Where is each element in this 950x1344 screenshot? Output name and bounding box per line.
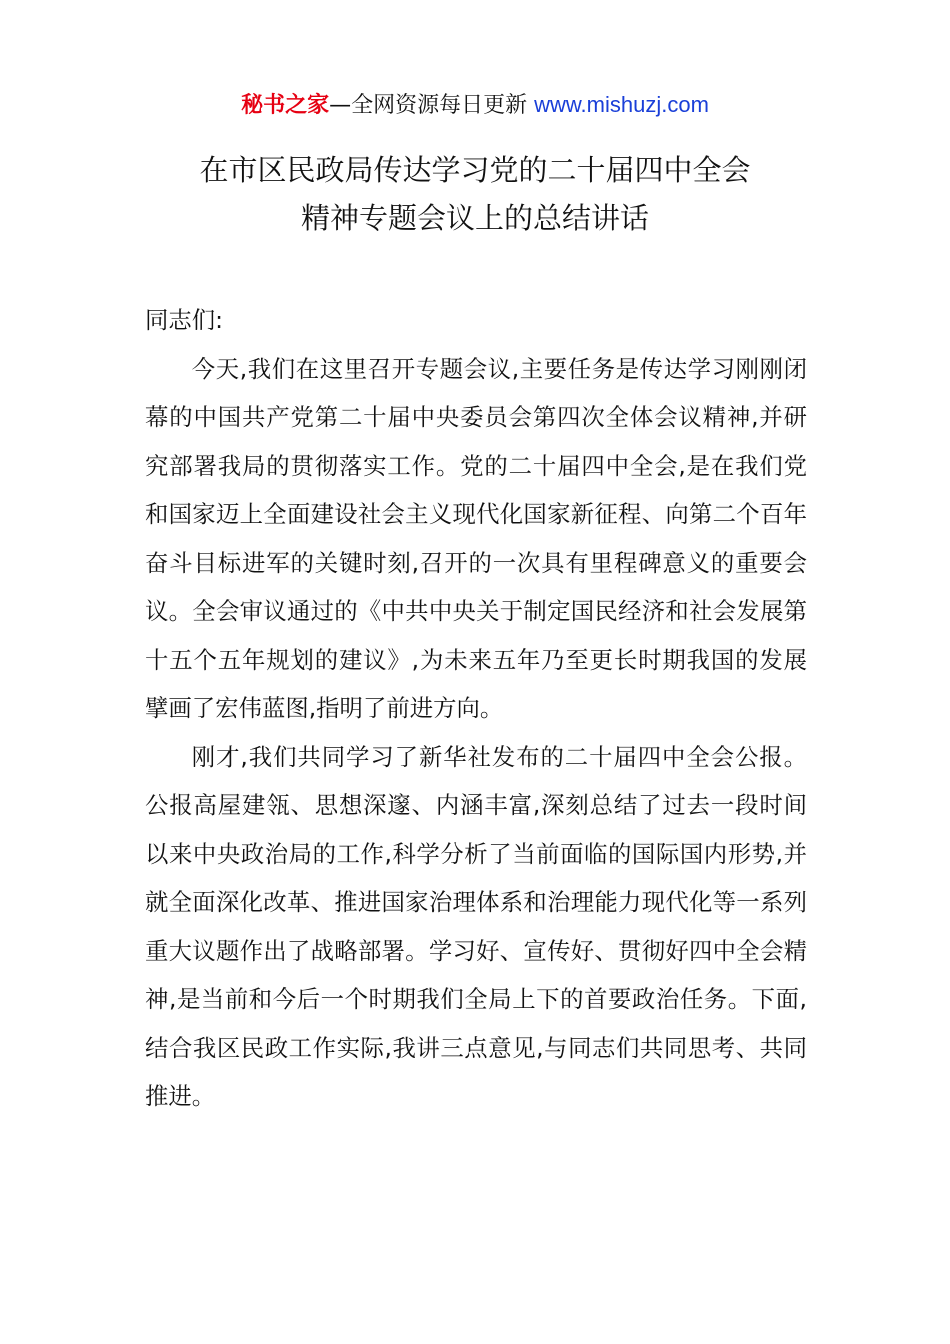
- salutation: 同志们:: [145, 306, 224, 334]
- site-url-link[interactable]: www.mishuzj.com: [534, 92, 709, 117]
- brand-name: 秘书之家: [241, 93, 330, 118]
- header-tagline: —全网资源每日更新: [329, 93, 535, 118]
- document-title: [0, 146, 950, 242]
- document-body: [145, 296, 807, 1121]
- paragraph-1: 今天,我们在这里召开专题会议,主要任务是传达学习刚刚闭幕的中国共产党第二十届中央委员会第四次全体会议精神,并研究部署我局的贯彻落实工作。党的二十届四中全会,是在我们党和国家迈上全面建设社会主义现代化国家新征程、向第二个百年奋斗目标进军的关键时刻,召开的一次具有里程碑意义的重要会议。全会审议通过的《中共中央关于制定国民经济和社会发展第十五个五年规划的建议》,为未来五年乃至更长时期我国的发展擘画了宏伟蓝图,指明了前进方向。: [145, 354, 807, 722]
- title-line-1: 在市区民政局传达学习党的二十届四中全会: [199, 153, 751, 187]
- paragraph-2: 刚才,我们共同学习了新华社发布的二十届四中全会公报。公报高屋建瓴、思想深邃、内涵丰富,深刻总结了过去一段时间以来中央政治局的工作,科学分析了当前面临的国际国内形势,并就全面深化改革、推进国家治理体系和治理能力现代化等一系列重大议题作出了战略部署。学习好、宣传好、贯彻好四中全会精神,是当前和今后一个时期我们全局上下的首要政治任务。下面,结合我区民政工作实际,我讲三点意见,与同志们共同思考、共同推进。: [145, 742, 807, 1110]
- site-header: [0, 88, 950, 123]
- title-line-2: 精神专题会议上的总结讲话: [300, 201, 649, 235]
